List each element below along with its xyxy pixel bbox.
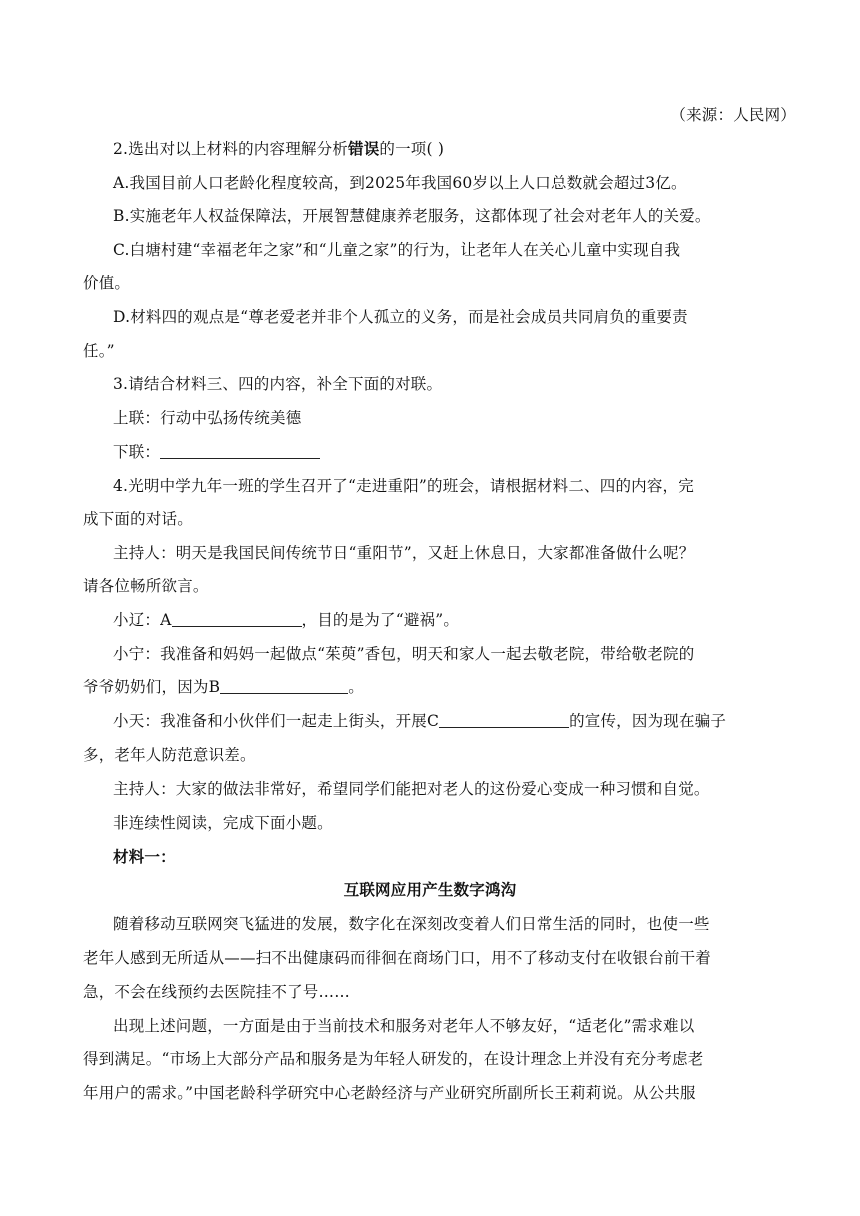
paragraph-2-line2: 得到满足。“市场上大部分产品和服务是为年轻人研发的，在设计理念上并没有充分考虑老 xyxy=(83,1050,704,1068)
xiaoliao-before: 小辽：A xyxy=(113,611,172,629)
host-closing: 主持人：大家的做法非常好，希望同学们能把对老人的这份爱心变成一种习惯和自觉。 xyxy=(113,780,710,798)
question-3-stem: 3.请结合材料三、四的内容，补全下面的对联。 xyxy=(113,375,443,393)
paragraph-1-line3: 急，不会在线预约去医院挂不了号…… xyxy=(83,983,350,1001)
question-2-stem-after: 的一项( ) xyxy=(379,140,445,158)
host-line2: 请各位畅所欲言。 xyxy=(83,577,209,595)
question-2-option-d-line2: 任。” xyxy=(83,342,115,360)
paragraph-1-line1: 随着移动互联网突飞猛进的发展，数字化在深刻改变着人们日常生活的同时，也使一些 xyxy=(113,915,710,933)
material-one-label: 材料一： xyxy=(113,847,176,866)
xiaoning-line1: 小宁：我准备和妈妈一起做点“茱萸”香包，明天和家人一起去敬老院，带给敬老院的 xyxy=(113,645,695,663)
xiaotian-after: 的宣传，因为现在骗子 xyxy=(569,712,727,730)
xiaotian-line1 xyxy=(113,711,783,731)
question-2-stem-bold: 错误 xyxy=(348,139,380,158)
xiaoning-after: 。 xyxy=(348,678,364,696)
paragraph-2-line3: 年用户的需求。”中国老龄科学研究中心老龄经济与产业研究所副所长王莉莉说。从公共服 xyxy=(83,1084,696,1102)
couplet-lower-blank[interactable] xyxy=(160,442,320,459)
question-2-option-a: A.我国目前人口老龄化程度较高，到2025年我国60岁以上人口总数就会超过3亿。 xyxy=(113,174,687,192)
xiaoning-line2 xyxy=(83,677,783,697)
xiaoliao-after: ，目的是为了“避祸”。 xyxy=(301,611,460,629)
paragraph-2-line1: 出现上述问题，一方面是由于当前技术和服务对老年人不够友好，“适老化”需求难以 xyxy=(113,1017,695,1035)
paragraph-1-line2: 老年人感到无所适从——扫不出健康码而徘徊在商场门口，用不了移动支付在收银台前干着 xyxy=(83,949,712,967)
xiaotian-before: 小天：我准备和小伙伴们一起走上街头，开展C xyxy=(113,712,440,730)
question-4-stem-line1: 4.光明中学九年一班的学生召开了“走进重阳”的班会，请根据材料二、四的内容，完 xyxy=(113,477,694,495)
question-2-option-d-line1: D.材料四的观点是“尊老爱老并非个人孤立的义务，而是社会成员共同肩负的重要责 xyxy=(113,308,688,326)
question-4-stem-line2: 成下面的对话。 xyxy=(83,510,193,528)
source-note: （来源：人民网） xyxy=(670,106,796,124)
section-intro: 非连续性阅读，完成下面小题。 xyxy=(113,814,333,832)
xiaotian-line2: 多，老年人防范意识差。 xyxy=(83,746,256,764)
blank-b[interactable] xyxy=(220,677,348,694)
couplet-upper: 上联：行动中弘扬传统美德 xyxy=(113,409,302,427)
article-title: 互联网应用产生数字鸿沟 xyxy=(343,880,517,899)
xiaoning-before: 爷爷奶奶们，因为B xyxy=(83,678,221,696)
question-2-stem-before: 2.选出对以上材料的内容理解分析 xyxy=(113,140,348,158)
blank-c[interactable] xyxy=(439,711,569,728)
couplet-lower xyxy=(113,442,783,462)
host-line1: 主持人：明天是我国民间传统节日“重阳节”，又赶上休息日，大家都准备做什么呢？ xyxy=(113,544,695,562)
question-2-option-c-line1: C.白塘村建“幸福老年之家”和“儿童之家”的行为，让老年人在关心儿童中实现自我 xyxy=(113,241,681,259)
xiaoliao-line xyxy=(113,610,783,630)
blank-a[interactable] xyxy=(172,610,302,627)
question-2-option-c-line2: 价值。 xyxy=(83,274,131,292)
couplet-lower-label: 下联： xyxy=(113,443,161,461)
question-2-option-b: B.实施老年人权益保障法，开展智慧健康养老服务，这都体现了社会对老年人的关爱。 xyxy=(113,207,711,225)
question-2-stem xyxy=(113,139,783,159)
